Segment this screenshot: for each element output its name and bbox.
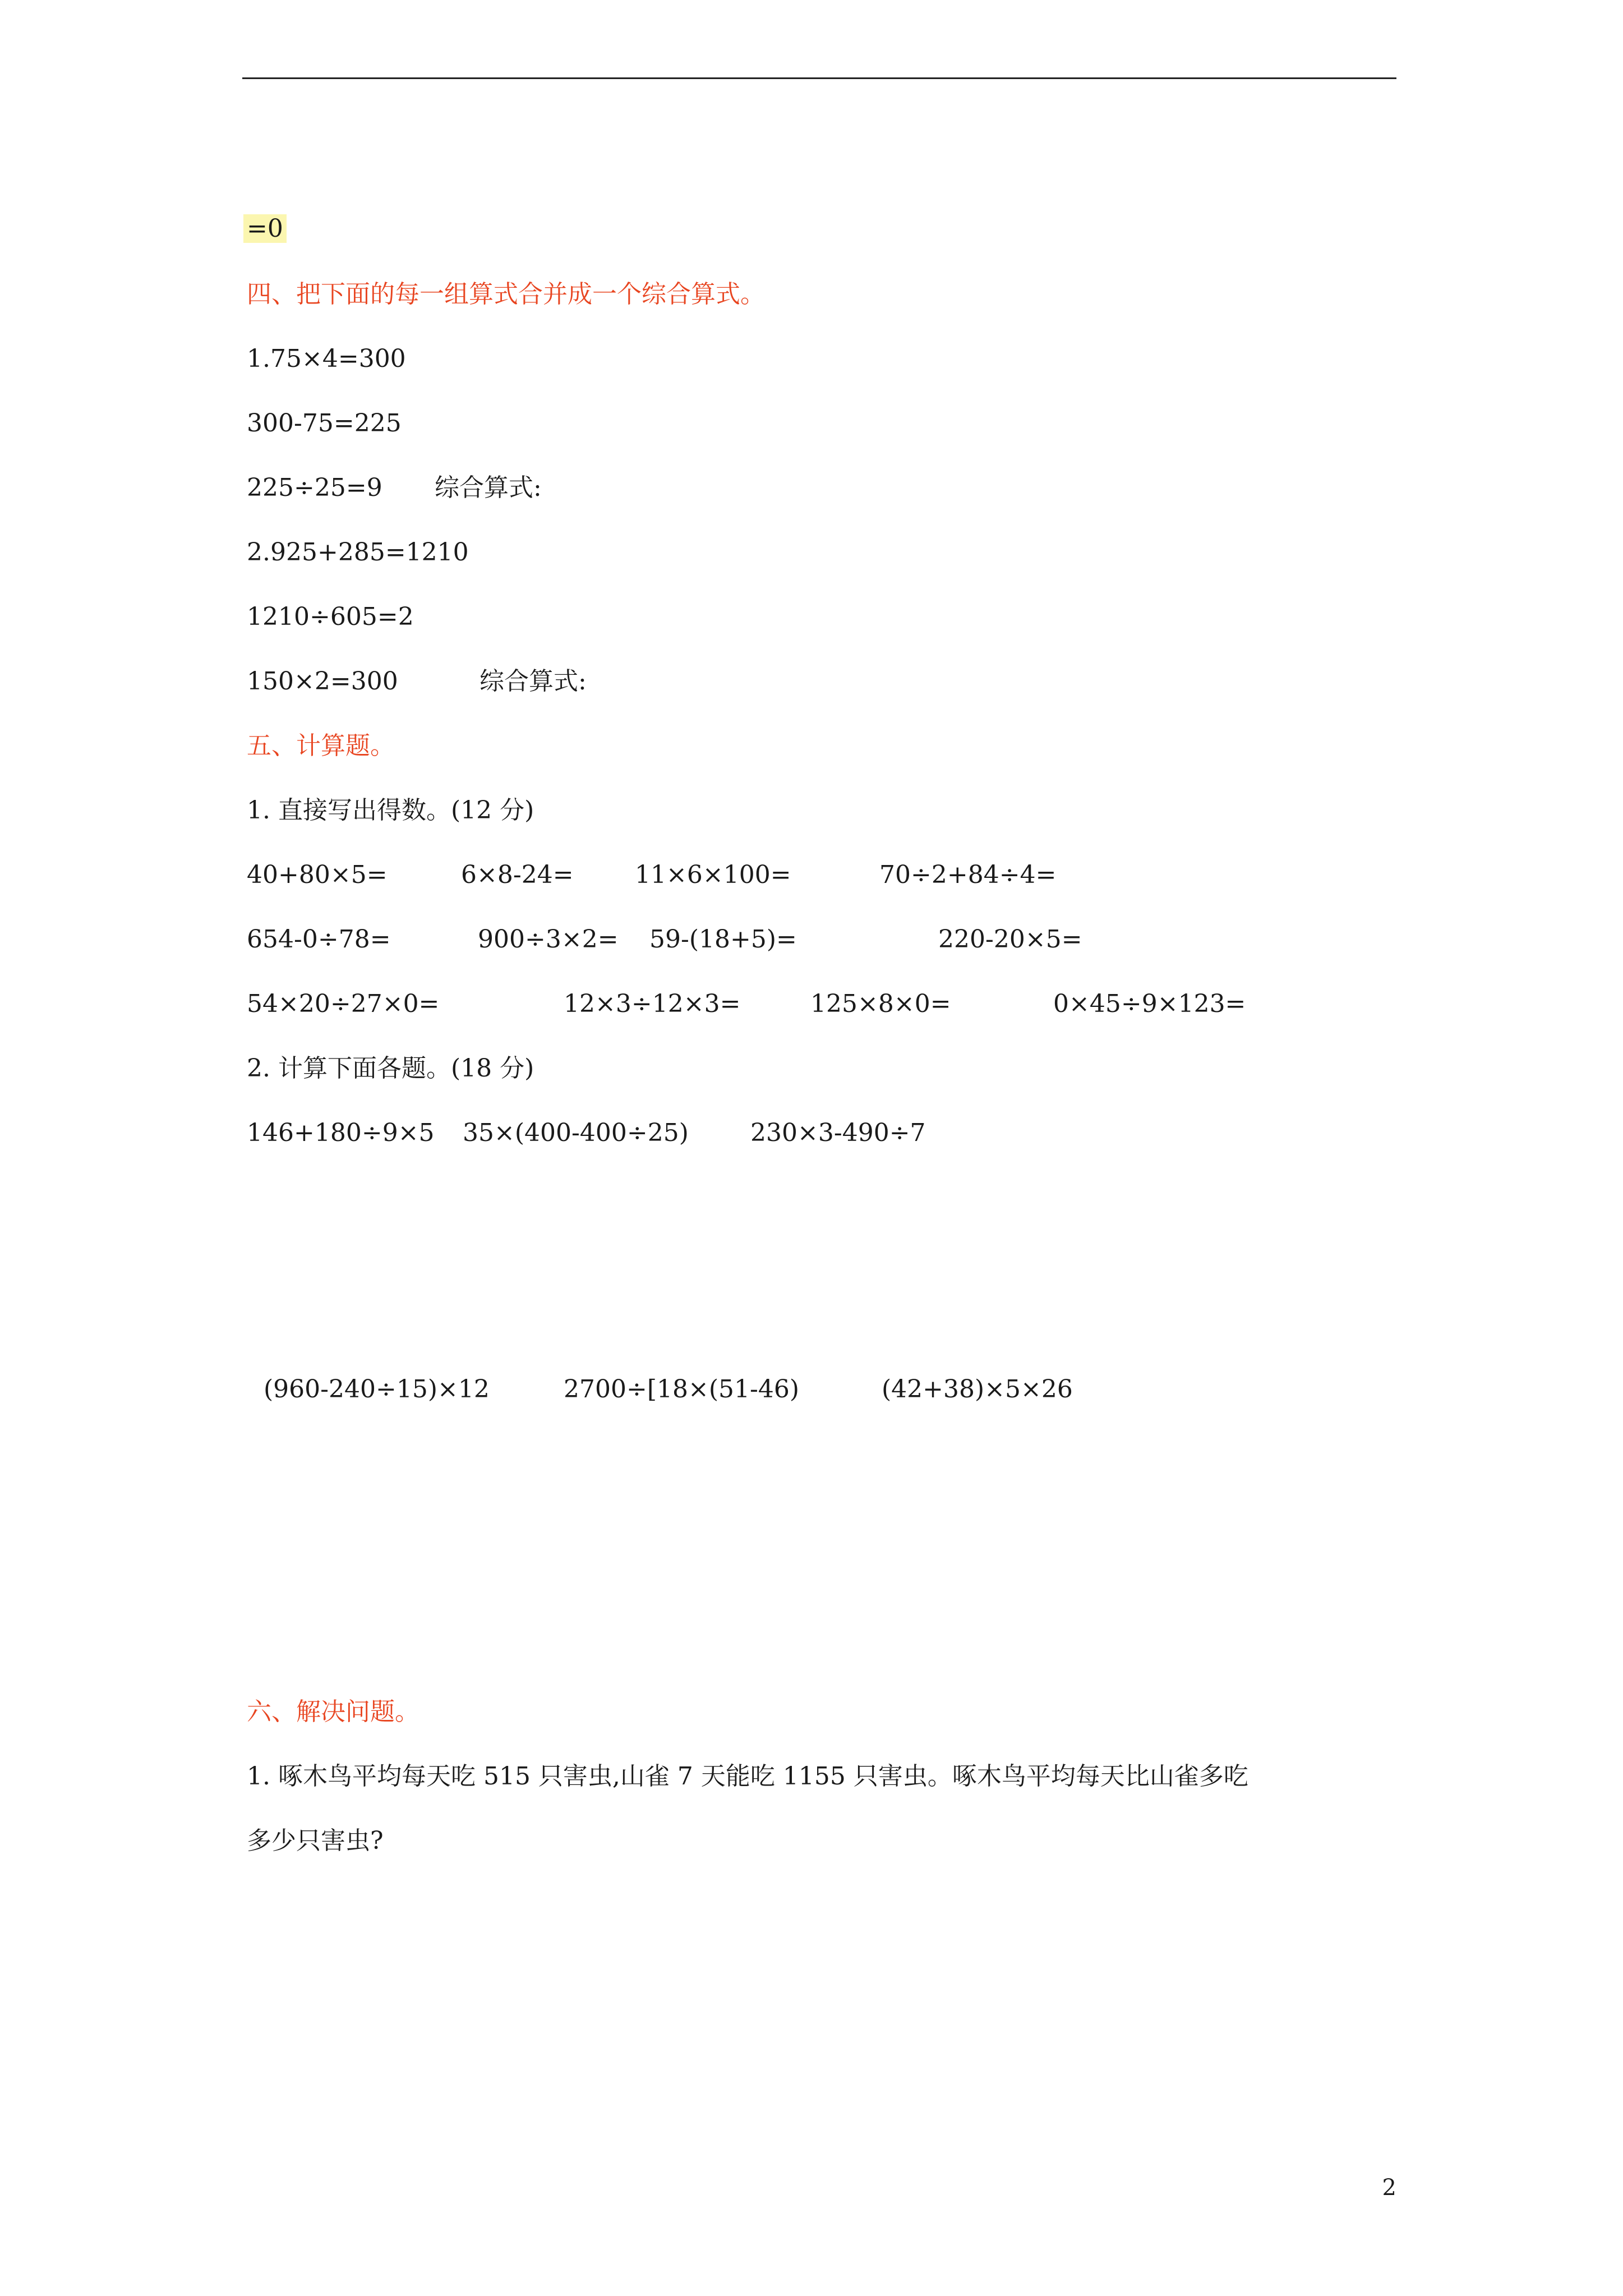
group2-equation-2: 1210÷605=2 <box>247 602 414 631</box>
q1-item: 900÷3×2= <box>478 925 619 954</box>
group1-combined-label: 综合算式: <box>435 473 542 502</box>
problem1-line1: 1. 啄木鸟平均每天吃 515 只害虫,山雀 7 天能吃 1155 只害虫。啄木鸟平均每天比山雀多吃 <box>247 1762 1248 1791</box>
q1-item: 0×45÷9×123= <box>1053 990 1246 1018</box>
group2-combined-label: 综合算式: <box>479 667 587 696</box>
section6-title: 六、解决问题。 <box>247 1697 419 1726</box>
q2-item: (42+38)×5×26 <box>882 1375 1073 1404</box>
header-rule <box>242 77 1396 79</box>
q1-item: 11×6×100= <box>635 861 791 889</box>
problem1-line2: 多少只害虫? <box>247 1826 384 1855</box>
q2-item: (960-240÷15)×12 <box>264 1375 490 1404</box>
q1-item: 6×8-24= <box>461 861 574 889</box>
top-line <box>247 212 287 246</box>
page-number: 2 <box>1382 2175 1396 2201</box>
group1-equation-1: 1.75×4=300 <box>247 344 406 373</box>
highlighted-result: =0 <box>243 214 287 243</box>
q1-item: 54×20÷27×0= <box>247 990 440 1018</box>
section4-title: 四、把下面的每一组算式合并成一个综合算式。 <box>247 280 765 309</box>
q1-item: 220-20×5= <box>938 925 1082 954</box>
group2-equation-3: 150×2=300 <box>247 667 398 696</box>
q1-title: 1. 直接写出得数。(12 分) <box>247 796 534 825</box>
q1-item: 40+80×5= <box>247 861 388 889</box>
q2-item: 230×3-490÷7 <box>750 1119 926 1147</box>
section5-title: 五、计算题。 <box>247 731 395 760</box>
q1-item: 125×8×0= <box>810 990 951 1018</box>
q2-item: 146+180÷9×5 <box>247 1119 435 1147</box>
q2-item: 35×(400-400÷25) <box>463 1119 689 1147</box>
q2-item: 2700÷[18×(51-46) <box>564 1375 800 1404</box>
group1-equation-2: 300-75=225 <box>247 409 402 438</box>
q1-item: 654-0÷78= <box>247 925 391 954</box>
group2-equation-1: 2.925+285=1210 <box>247 538 469 567</box>
q1-item: 70÷2+84÷4= <box>879 861 1057 889</box>
q1-item: 12×3÷12×3= <box>564 990 741 1018</box>
q2-title: 2. 计算下面各题。(18 分) <box>247 1054 534 1083</box>
q1-item: 59-(18+5)= <box>649 925 797 954</box>
group1-equation-3: 225÷25=9 <box>247 473 382 502</box>
